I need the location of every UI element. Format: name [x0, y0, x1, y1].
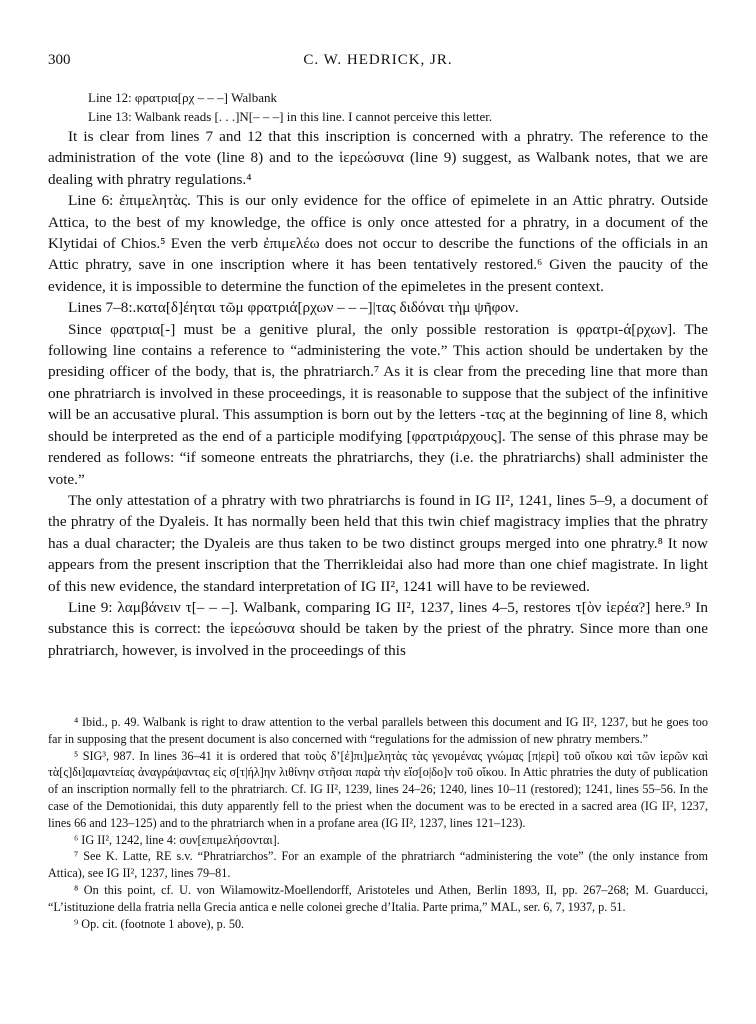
page-number: 300	[48, 52, 71, 68]
paragraph: Line 6: ἐπιμελητὰς. This is our only evidence for the office of epimelete in an Attic phratry. Outside Attica, to the best of my knowledge, the office is only once attested for a phratry, in a document of the Klytidai of Chios.⁵ Even the verb ἐπιμελέω does not occur to describe the functions of the officials in an Attic phratry, save in one inscription where it has been tentatively restored.⁶ Given the paucity of the evidence, it is impossible to determine the function of the epimeletes in the present context.	[48, 192, 708, 295]
paragraph: Line 9: λαμβάνειν τ[– – –]. Walbank, comparing IG II², 1237, lines 4–5, restores τ[ὸν ἱερέα?] here.⁹ In substance this is correct: the ἱερεώσυνα should be taken by the priest of the phratry. Since more than one phratriarch, however, is involved in the proceedings of this	[48, 598, 708, 659]
paragraph: Since φρατρια[-] must be a genitive plural, the only possible restoration is φρατρι-ά[ρχων]. The following line contains a reference to “administering the vote.” This action should be undertaken by the presiding officer of the body, that is, the phratriarch.⁷ As it is clear from the preceding line that more than one phratriarch is involved in these proceedings, it is reasonable to suppose that the subject of the infinitive will be an accusative plural. This assumption is born out by the letters -τας at the beginning of line 8, which should be interpreted as the end of a participle modifying [φρατριάρχους]. The sense of this phrase may be rendered as follows: “if someone entreats the phratriarchs, they (i.e. the phratriarchs) shall administer the vote.”	[48, 320, 708, 488]
apparatus-line: Line 13: Walbank reads [. . .]Ν[– – –] in this line. I cannot perceive this letter.	[88, 109, 493, 124]
footnote: ⁷ See K. Latte, RE s.v. “Phratriarchos”. For an example of the phratriarch “administering the vote” (the only instance from Attica), see IG II², 1237, lines 79–81.	[48, 849, 708, 881]
running-header	[48, 52, 708, 74]
paragraph: It is clear from lines 7 and 12 that this inscription is concerned with a phratry. The reference to the administration of the vote (line 8) and to the ἱερεώσυνα (line 9) suggest, as Walbank notes, that we are dealing with phratry regulations.⁴	[48, 128, 708, 188]
footnote: ⁶ IG II², 1242, line 4: συν[επιμελήσονται].	[74, 832, 280, 847]
paragraph: The only attestation of a phratry with two phratriarchs is found in IG II², 1241, lines 5–9, a document of the phratry of the Dyaleis. It has normally been held that this twin chief magistracy implies that the phratry has a dual character; the Dyaleis are thus taken to be two distinct groups merged into one phratry.⁸ It now appears from the present inscription that the Therrikleidai also had more than one chief magistrate. In light of this new evidence, the standard interpretation of IG II², 1241 will have to be reviewed.	[48, 491, 708, 595]
running-head: C. W. HEDRICK, JR.	[303, 52, 453, 68]
main-text	[48, 88, 708, 661]
footnote: ⁹ Op. cit. (footnote 1 above), p. 50.	[74, 916, 245, 931]
apparatus-line: Line 12: φρατρια[ρχ – – –] Walbank	[88, 90, 278, 105]
footnote: ⁴ Ibid., p. 49. Walbank is right to draw attention to the verbal parallels between this document and IG II², 1237, but he goes too far in supposing that the present document is also concerned with “regulations for the admission of new phratry members.”	[48, 715, 708, 746]
paragraph: Lines 7–8:.κατα[δ]έηται τῶμ φρατριά[ρχων – – –]|τας διδόναι τὴμ ψῆφον.	[68, 299, 519, 317]
footnote: ⁸ On this point, cf. U. von Wilamowitz-Moellendorff, Aristoteles und Athen, Berlin 1893, II, pp. 267–268; M. Guarducci, “L’istituzione della fratria nella Grecia antica e nelle colonei greche d’Italia. Parte prima,” MAL, ser. 6, 7, 1937, p. 51.	[48, 882, 708, 914]
footnote: ⁵ SIG³, 987. In lines 36–41 it is ordered that τοὺς δ’[ἐ]πι]μελητὰς τὰς γενομένας γνώμας [π|ερὶ] τοῦ οἴκου καὶ τῶν ἱερῶν καὶ τὰ[ς]δι]αμαντείας ἀναγράψαντας εἰς σ[τ|ήλ]ην λιθίνην στῆσαι παρὰ τὴν εἴσ[ο|δο]ν τοῦ οἴκου. In Attic phratries the duty of publication of an inscription normally fell to the phratriarch. Cf. IG II², 1239, lines 24–26; 1240, lines 10–11 (restored); 1241, lines 55–56. In the case of the Demotionidai, this duty apparently fell to the priest when the document was to be erected in a sacred area (IG II², 1237, lines 66 and 123–125) and to the phratriarch when in a profane area (IG II², 1237, lines 121–123).	[48, 748, 708, 830]
footnotes	[48, 714, 708, 932]
